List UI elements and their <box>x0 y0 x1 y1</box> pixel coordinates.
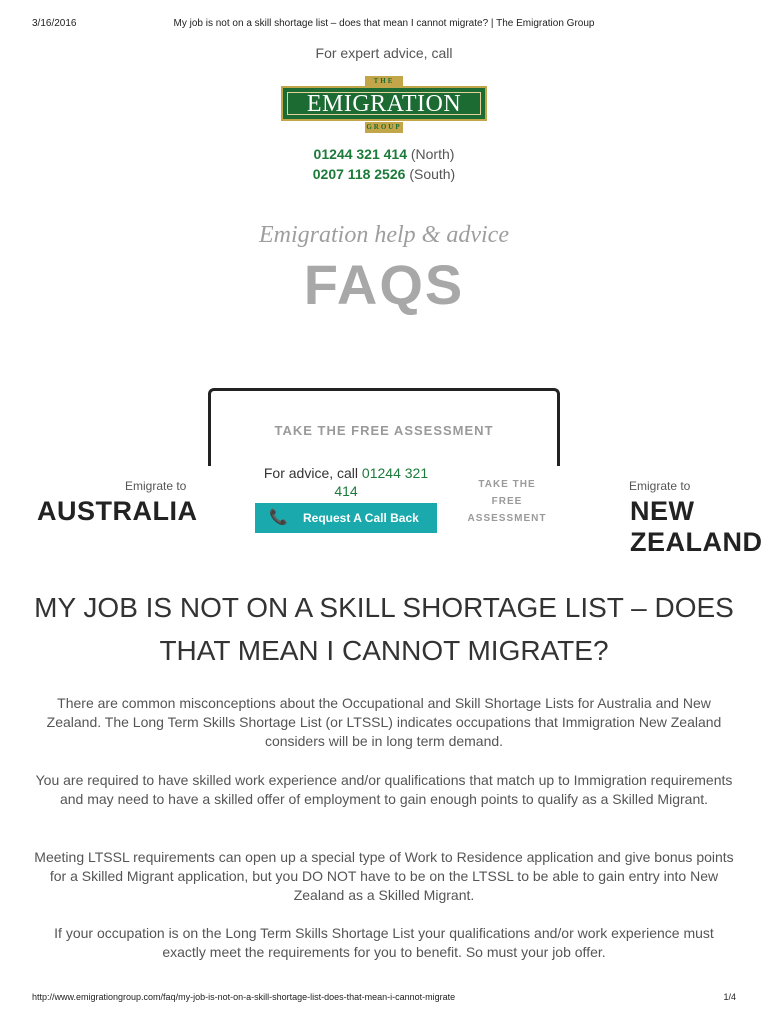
logo-main-text: EMIGRATION <box>306 91 462 117</box>
print-date: 3/16/2016 <box>32 18 77 29</box>
article-paragraph: There are common misconceptions about the Occupational and Skill Shortage Lists for Australia and New Zealand. The Long Term Skills Shortage List (or LTSSL) indicates occupations that Immigration New Zealand considers will be in long term demand. <box>46 695 722 749</box>
logo-bottom-text: GROUP <box>366 123 402 131</box>
emigrate-to-label-australia: Emigrate to <box>125 479 187 493</box>
advice-prefix: For advice, call <box>263 465 359 481</box>
advice-phone-number[interactable]: 01244 321 414 <box>334 465 429 499</box>
take-free-assessment-link[interactable]: TAKE THE FREE ASSESSMENT <box>274 423 494 438</box>
article-title-line-2: THAT MEAN I CANNOT MIGRATE? <box>159 635 609 666</box>
print-footer-url: http://www.emigrationgroup.com/faq/my-job-is-not-on-a-skill-shortage-list-does-that-mean-i-cannot-migrate <box>32 992 456 1002</box>
request-call-back-label: Request A Call Back <box>303 511 419 525</box>
article-title <box>20 586 748 672</box>
article-paragraph: If your occupation is on the Long Term Skills Shortage List your qualifications and/or work experience must exactly meet the requirements for you to benefit. So must your job offer. <box>54 925 714 960</box>
logo-top-text: THE <box>365 76 403 87</box>
article-paragraph: Meeting LTSSL requirements can open up a special type of Work to Residence application and give bonus points for a Skilled Migrant application, but you DO NOT have to be on the LTSSL to be able to gain entry into New Zealand as a Skilled Migrant. <box>34 849 734 903</box>
phone-north-label: (North) <box>410 146 455 162</box>
request-call-back-button[interactable] <box>255 503 437 533</box>
nav-australia-link[interactable]: AUSTRALIA <box>37 496 198 526</box>
advice-callout <box>252 464 440 500</box>
phone-south <box>0 166 768 182</box>
hero-subtitle: Emigration help & advice <box>259 222 509 248</box>
emigration-group-logo[interactable] <box>281 76 487 134</box>
expert-advice-text: For expert advice, call <box>315 45 453 61</box>
print-page-number: 1/4 <box>723 992 736 1002</box>
phone-south-label: (South) <box>409 166 456 182</box>
article-title-line-1: MY JOB IS NOT ON A SKILL SHORTAGE LIST – DOES <box>34 592 734 623</box>
article-paragraph: You are required to have skilled work experience and/or qualifications that match up to Immigration requirements and may need to have a skilled offer of employment to gain enough points to qualify as a Skilled Migrant. <box>35 772 733 807</box>
phone-north <box>0 146 768 162</box>
nav-new-zealand-link[interactable]: NEW ZEALAND <box>630 496 763 557</box>
phone-south-number[interactable]: 0207 118 2526 <box>312 166 406 182</box>
phone-icon: 📞 <box>269 509 288 526</box>
hero-title: FAQS <box>303 253 465 316</box>
take-free-assessment-small-link[interactable]: TAKE THE FREE ASSESSMENT <box>467 479 547 524</box>
phone-north-number[interactable]: 01244 321 414 <box>313 146 407 162</box>
emigrate-to-label-new-zealand: Emigrate to <box>629 479 691 493</box>
print-page-title: My job is not on a skill shortage list – does that mean I cannot migrate? | The Emigration Group <box>173 18 595 29</box>
